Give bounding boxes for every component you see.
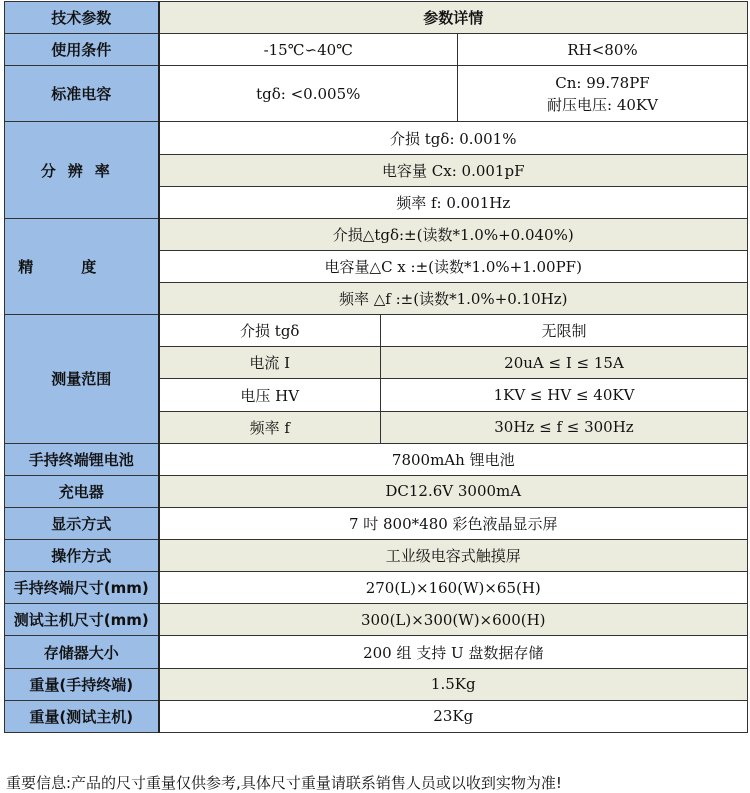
battery-label: 手持终端锂电池 (5, 443, 159, 475)
operation-value: 工业级电容式触摸屏 (159, 540, 748, 572)
resolution-cx: 电容量 Cx: 0.001pF (159, 154, 748, 186)
handheld-size-row (5, 572, 748, 604)
charger-row (5, 475, 748, 507)
usage-row (5, 34, 748, 66)
usage-label: 使用条件 (5, 34, 159, 66)
usage-rh: RH<80% (458, 34, 748, 66)
resolution-row (5, 122, 748, 154)
footnote: 重要信息:产品的尺寸重量仅供参考,具体尺寸重量请联系销售人员或以收到实物为准! (6, 774, 562, 792)
display-label: 显示方式 (5, 507, 159, 539)
spec-table (4, 1, 748, 733)
display-value: 7 吋 800*480 彩色液晶显示屏 (159, 507, 748, 539)
charger-label: 充电器 (5, 475, 159, 507)
operation-row (5, 540, 748, 572)
display-row (5, 507, 748, 539)
resolution-f: 频率 f: 0.001Hz (159, 186, 748, 218)
weight-handheld-row (5, 668, 748, 700)
header-param: 技术参数 (5, 2, 159, 34)
weight-handheld-label: 重量(手持终端) (5, 668, 159, 700)
accuracy-c: 电容量△C x :±(读数*1.0%+1.00PF) (159, 250, 748, 282)
weight-host-value: 23Kg (159, 700, 748, 732)
storage-value: 200 组 支持 U 盘数据存储 (159, 636, 748, 668)
usage-temp: -15℃∽40℃ (159, 34, 458, 66)
std-cap-tg: tgδ: <0.005% (159, 66, 458, 122)
weight-host-row (5, 700, 748, 732)
handheld-size-value: 270(L)×160(W)×65(H) (159, 572, 748, 604)
weight-handheld-value: 1.5Kg (159, 668, 748, 700)
header-detail: 参数详情 (159, 2, 748, 34)
storage-row (5, 636, 748, 668)
charger-value: DC12.6V 3000mA (159, 475, 748, 507)
operation-label: 操作方式 (5, 540, 159, 572)
range-value: 无限制 (381, 315, 748, 347)
range-name: 电流 I (159, 347, 381, 379)
std-cap-cn: Cn: 99.78PF (555, 73, 650, 92)
accuracy-f: 频率 △f :±(读数*1.0%+0.10Hz) (159, 283, 748, 315)
std-cap-withstand: 耐压电压: 40KV (547, 95, 658, 114)
range-name: 电压 HV (159, 379, 381, 411)
resolution-tg: 介损 tgδ: 0.001% (159, 122, 748, 154)
host-size-value: 300(L)×300(W)×600(H) (159, 604, 748, 636)
std-cap-row (5, 66, 748, 122)
host-size-label: 测试主机尺寸(mm) (5, 604, 159, 636)
storage-label: 存储器大小 (5, 636, 159, 668)
range-label: 测量范围 (5, 315, 159, 444)
std-cap-cn-cell (458, 66, 748, 122)
handheld-size-label: 手持终端尺寸(mm) (5, 572, 159, 604)
accuracy-tg: 介损△tgδ:±(读数*1.0%+0.040%) (159, 218, 748, 250)
range-value: 30Hz ≤ f ≤ 300Hz (381, 411, 748, 443)
accuracy-row (5, 218, 748, 250)
range-name: 介损 tgδ (159, 315, 381, 347)
accuracy-label: 精度 (5, 218, 159, 314)
range-value: 1KV ≤ HV ≤ 40KV (381, 379, 748, 411)
range-value: 20uA ≤ I ≤ 15A (381, 347, 748, 379)
resolution-label: 分辨率 (5, 122, 159, 218)
host-size-row (5, 604, 748, 636)
header-row (5, 2, 748, 34)
range-name: 频率 f (159, 411, 381, 443)
battery-row (5, 443, 748, 475)
range-row (5, 315, 748, 347)
battery-value: 7800mAh 锂电池 (159, 443, 748, 475)
std-cap-label: 标准电容 (5, 66, 159, 122)
weight-host-label: 重量(测试主机) (5, 700, 159, 732)
